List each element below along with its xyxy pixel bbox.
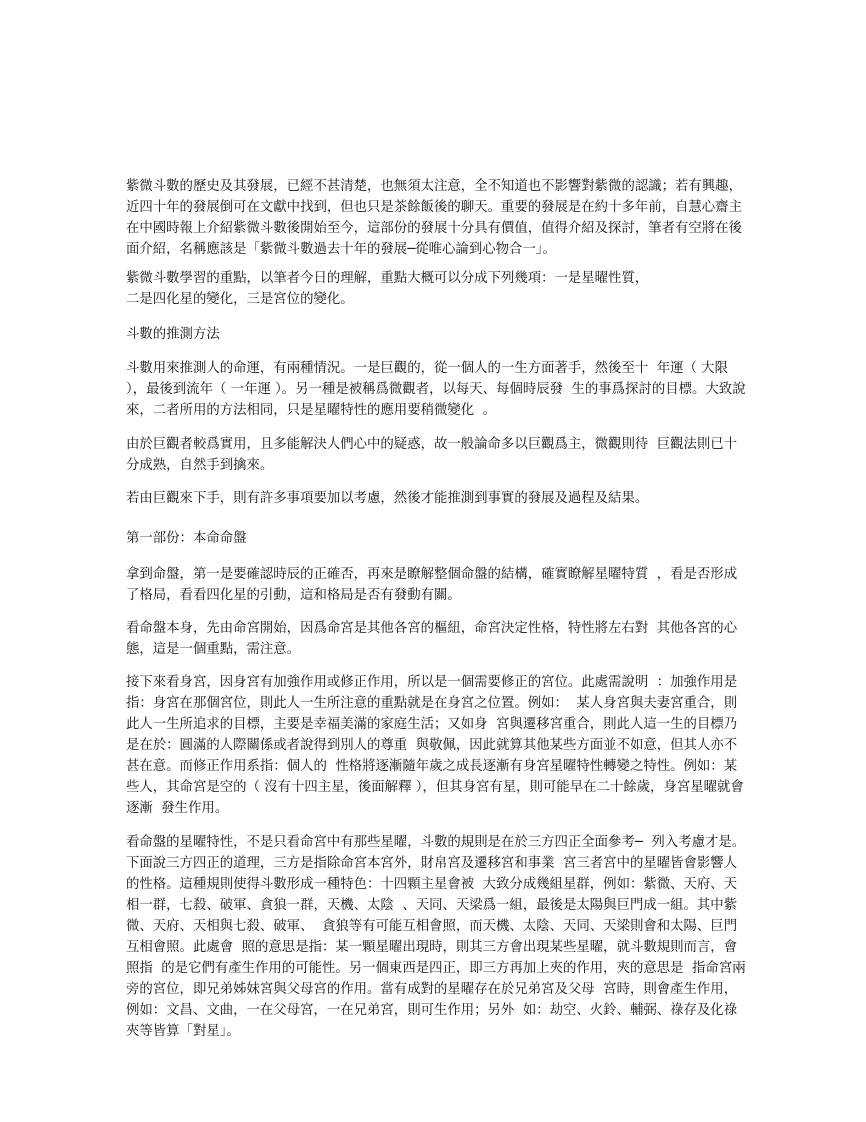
paragraph-life-palace: 看命盤本身，先由命宮開始，因爲命宮是其他各宮的樞紐，命宮決定性格，特性將左右對 其他各宮的心態，這是一個重點，需注意。 bbox=[126, 621, 738, 657]
paragraph-chart-review: 拿到命盤，第一是要確認時辰的正確否，再來是瞭解整個命盤的結構，確實瞭解星曜特質 ，看是否形成了格局，看看四化星的引動，這和格局是否有發動有關。 bbox=[126, 567, 738, 603]
paragraph-macro-view: 由於巨觀者較爲實用，且多能解決人們心中的疑惑，故一般論命多以巨觀爲主，微觀則待 巨觀法則已十分成熟，自然手到擒來。 bbox=[126, 437, 738, 473]
paragraph-body-palace: 接下來看身宮，因身宮有加強作用或修正作用，所以是一個需要修正的宮位。此處需說明 ：加強作用是指：身宮在那個宮位，則此人一生所注意的重點就是在身宮之位置。例如： 某人身宮與夫妻宮重合，則此人一生所追求的目標，主要是幸福美滿的家庭生活；又如身 宮與遷移宮重合，則此人這一生的目標乃是在於：圓滿的人際關係或者說得到別人的尊重 與敬佩，因此就算其他某些方面並不如意，但其人亦不甚在意。而修正作用系指：個人的 性格將逐漸隨年歲之成長逐漸有身宮星曜特性轉變之特性。例如：某些人，其命宮是空的（ 沒有十四主星，後面解釋 ），但其身宮有星，則可能早在二十餘歲，身宮星曜就會逐漸 發生作用。 bbox=[126, 675, 744, 816]
section-heading-method: 斗數的推測方法 bbox=[126, 327, 220, 342]
paragraph-star-traits: 看命盤的星曜特性，不是只看命宮中有那些星曜，斗數的規則是在於三方四正全面參考─ 列入考慮才是。下面說三方四正的道理，三方是指除命宮本宮外，財帛宮及遷移宮和事業 宮三者宮中的星曜皆會影響人的性格。這種規則使得斗數形成一種特色：十四顆主星會被 大致分成幾組星群，例如：紫微、天府、天相一群，七殺、破軍、貪狼一群，天機、太陰 、天同、天梁爲一組，最後是太陽與巨門成一組。其中紫微、天府、天相與七殺、破軍、 貪狼等有可能互相會照，而天機、太陰、天同、天梁則會和太陽、巨門互相會照。此處會 照的意思是指：某一顆星曜出現時，則其三方會出現某些星曜，就斗數規則而言，會照指 的是它們有產生作用的可能性。另一個東西是四正，即三方再加上夾的作用，夾的意思是 指命宮兩旁的宮位，即兄弟姊妹宮與父母宮的作用。當有成對的星曜存在於兄弟宮及父母 宮時，則會產生作用，例如：文昌、文曲，一在父母宮，一在兄弟宮，則可生作用；另外 如：劫空、火鈴、輔弼、祿存及化祿夾等皆算「對星」。 bbox=[126, 835, 746, 1039]
paragraph-study-focus: 紫微斗數學習的重點，以筆者今日的理解，重點大概可以分成下列幾項：一是星曜性質， 二是四化星的變化，三是宮位的變化。 bbox=[126, 271, 649, 307]
section-heading-part-one: 第一部份：本命命盤 bbox=[126, 531, 247, 546]
paragraph-macro-approach: 若由巨觀來下手，則有許多事項要加以考慮，然後才能推測到事實的發展及過程及結果。 bbox=[126, 491, 649, 506]
paragraph-prediction-types: 斗數用來推測人的命運，有兩種情況。一是巨觀的，從一個人的一生方面著手，然後至十 年運（ 大限 ），最後到流年（ 一年運 ）。另一種是被稱爲微觀者，以每天、每個時辰發 生的事爲探討的目標。大致說來，二者所用的方法相同，只是星曜特性的應用要稍微變化 。 bbox=[126, 361, 746, 418]
paragraph-history: 紫微斗數的歷史及其發展，已經不甚清楚，也無須太注意，全不知道也不影響對紫微的認識；若有興趣，近四十年的發展倒可在文獻中找到，但也只是茶餘飯後的聊天。重要的發展是在約十多年前，自慧心齋主在中國時報上介紹紫微斗數後開始至今，這部份的發展十分具有價值，值得介紹及探討，筆者有空將在後面介紹，名稱應該是「紫微斗數過去十年的發展─從唯心論到心物合一」。 bbox=[126, 179, 742, 257]
